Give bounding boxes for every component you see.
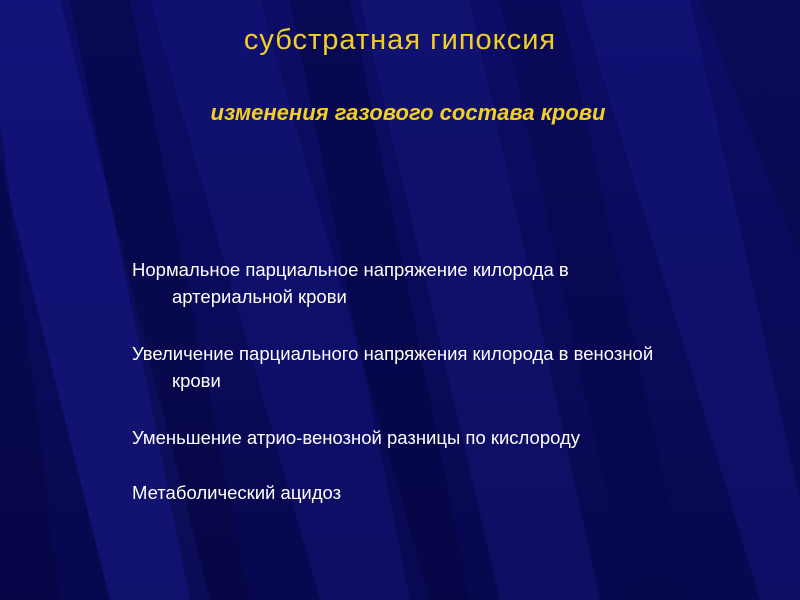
bullet-item: Метаболический ацидоз (132, 482, 342, 503)
bullet-list (132, 256, 692, 506)
bullet-item: Увеличение парциального напряжения килорода в венозной крови (132, 343, 654, 391)
slide-title: субстратная гипоксия (243, 24, 557, 56)
bullet-item: Уменьшение атрио-венозной разницы по кислороду (132, 427, 581, 448)
bullet-item: Нормальное парциальное напряжение килорода в артериальной крови (132, 259, 569, 307)
slide-subtitle: изменения газового состава крови (210, 100, 606, 125)
